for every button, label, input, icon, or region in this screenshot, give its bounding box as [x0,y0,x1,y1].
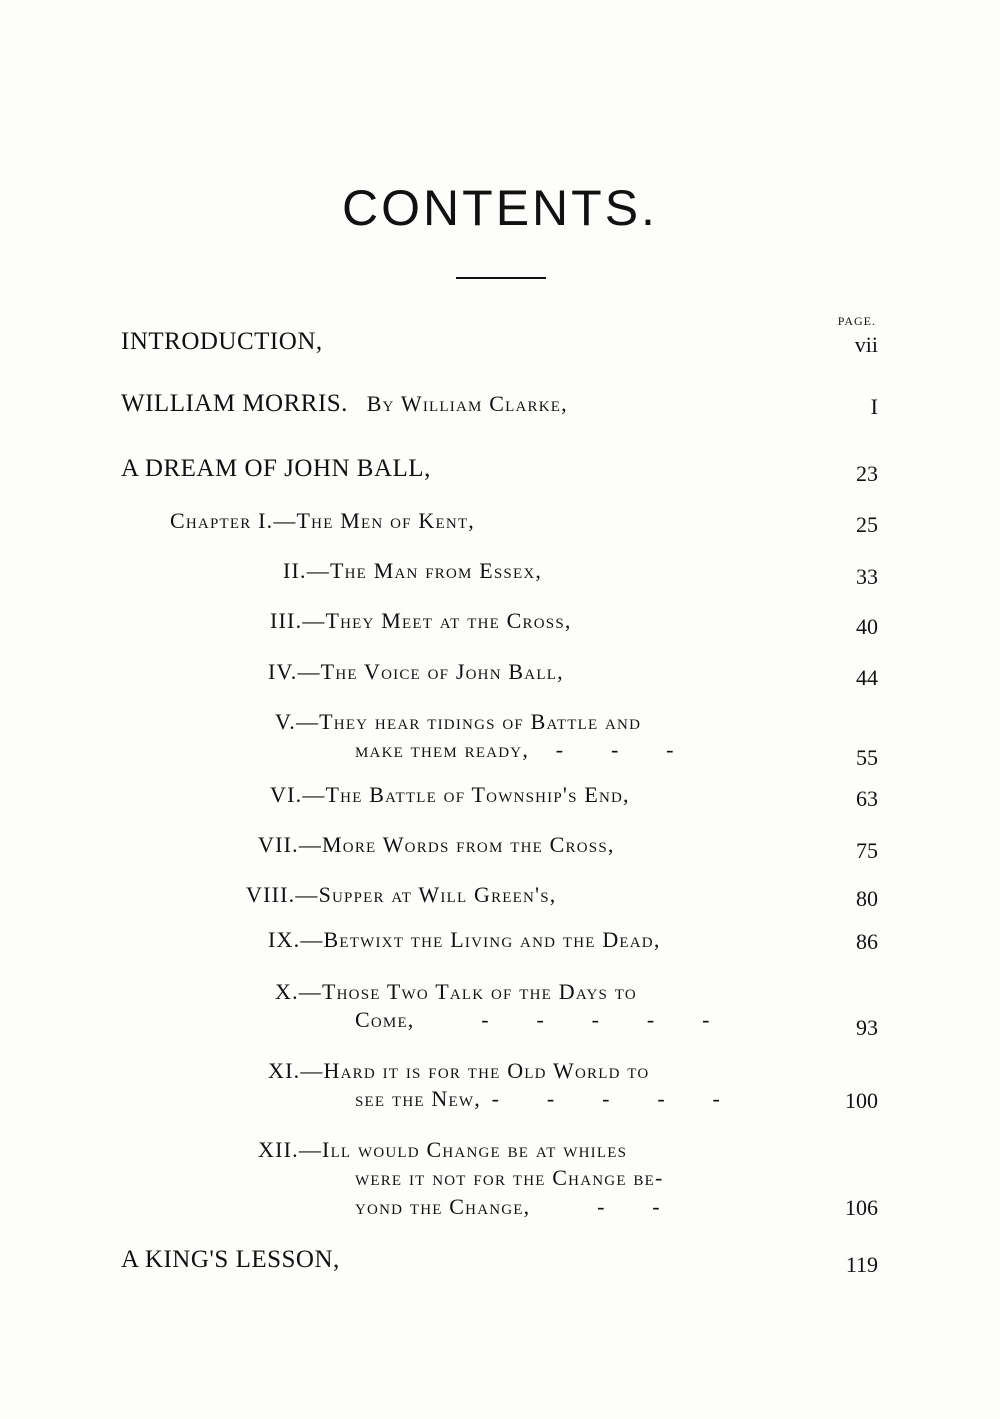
chapter-number: X. [275,979,299,1004]
page-title: CONTENTS. [342,180,658,236]
chapter-title: —The Voice of John Ball, [297,659,564,684]
entry-title: A DREAM OF JOHN BALL, [121,455,431,482]
chapter-title: —Betwixt the Living and the Dead, [300,927,661,952]
chapter-page: 106 [845,1195,878,1220]
chapter-number: V. [275,709,296,734]
chapter-page: 63 [856,786,878,811]
chapter-title: —Ill would Change be at whiles [298,1137,628,1162]
chapter-number: IV. [268,659,298,684]
chapter-page: 40 [856,614,878,639]
chapter-number: XI. [268,1058,301,1083]
chapter-title-continued: make them ready, [355,737,530,762]
chapter-page: 33 [856,564,878,589]
entry-title: WILLIAM MORRIS. [121,390,348,417]
chapter-title: —The Battle of Township's End, [302,782,630,807]
chapter-title: —Those Two Talk of the Days to [298,979,637,1004]
chapter-number: VII. [258,832,299,857]
chapter-number: Chapter I. [170,508,274,533]
leader-dashes: - - - [555,737,675,762]
entry-byline: By William Clarke, [366,391,568,416]
chapter-title: —More Words from the Cross, [298,832,615,857]
page-column-label: PAGE. [837,314,876,328]
chapter-page: 100 [845,1088,878,1113]
chapter-page: 55 [856,745,878,770]
chapter-title-continued-2: yond the Change, [355,1194,531,1219]
chapter-number: XII. [258,1137,299,1162]
chapter-number: IX. [268,927,301,952]
chapter-number: II. [283,558,307,583]
chapter-title: —The Men of Kent, [273,508,475,533]
chapter-number: VI. [270,782,303,807]
entry-page: vii [854,332,878,357]
chapter-title: —The Man from Essex, [306,558,543,583]
chapter-number: III. [270,608,303,633]
chapter-page: 25 [856,512,878,537]
chapter-title: —Supper at Will Green's, [295,882,557,907]
entry-title: INTRODUCTION, [121,328,323,355]
entry-title: A KING'S LESSON, [121,1246,340,1273]
chapter-page: 80 [856,886,878,911]
entry-page: 23 [856,461,878,486]
chapter-page: 44 [856,665,878,690]
leader-dashes: - - - - - [481,1007,711,1032]
chapter-page: 93 [856,1015,878,1040]
chapter-title: —They hear tidings of Battle and [295,709,642,734]
title-rule [456,277,546,279]
chapter-title-continued: were it not for the Change be- [355,1165,664,1190]
leader-dashes: - - [597,1194,661,1219]
chapter-title: —They Meet at the Cross, [302,608,572,633]
chapter-page: 75 [856,838,878,863]
chapter-title: —Hard it is for the Old World to [300,1058,650,1083]
chapter-title-continued: Come, [355,1007,415,1032]
chapter-number: VIII. [246,882,296,907]
leader-dashes: - - - - - [491,1086,722,1111]
chapter-page: 86 [856,929,878,954]
entry-page: 119 [845,1252,878,1277]
chapter-title-continued: see the New, [355,1086,481,1111]
entry-page: I [870,394,878,419]
